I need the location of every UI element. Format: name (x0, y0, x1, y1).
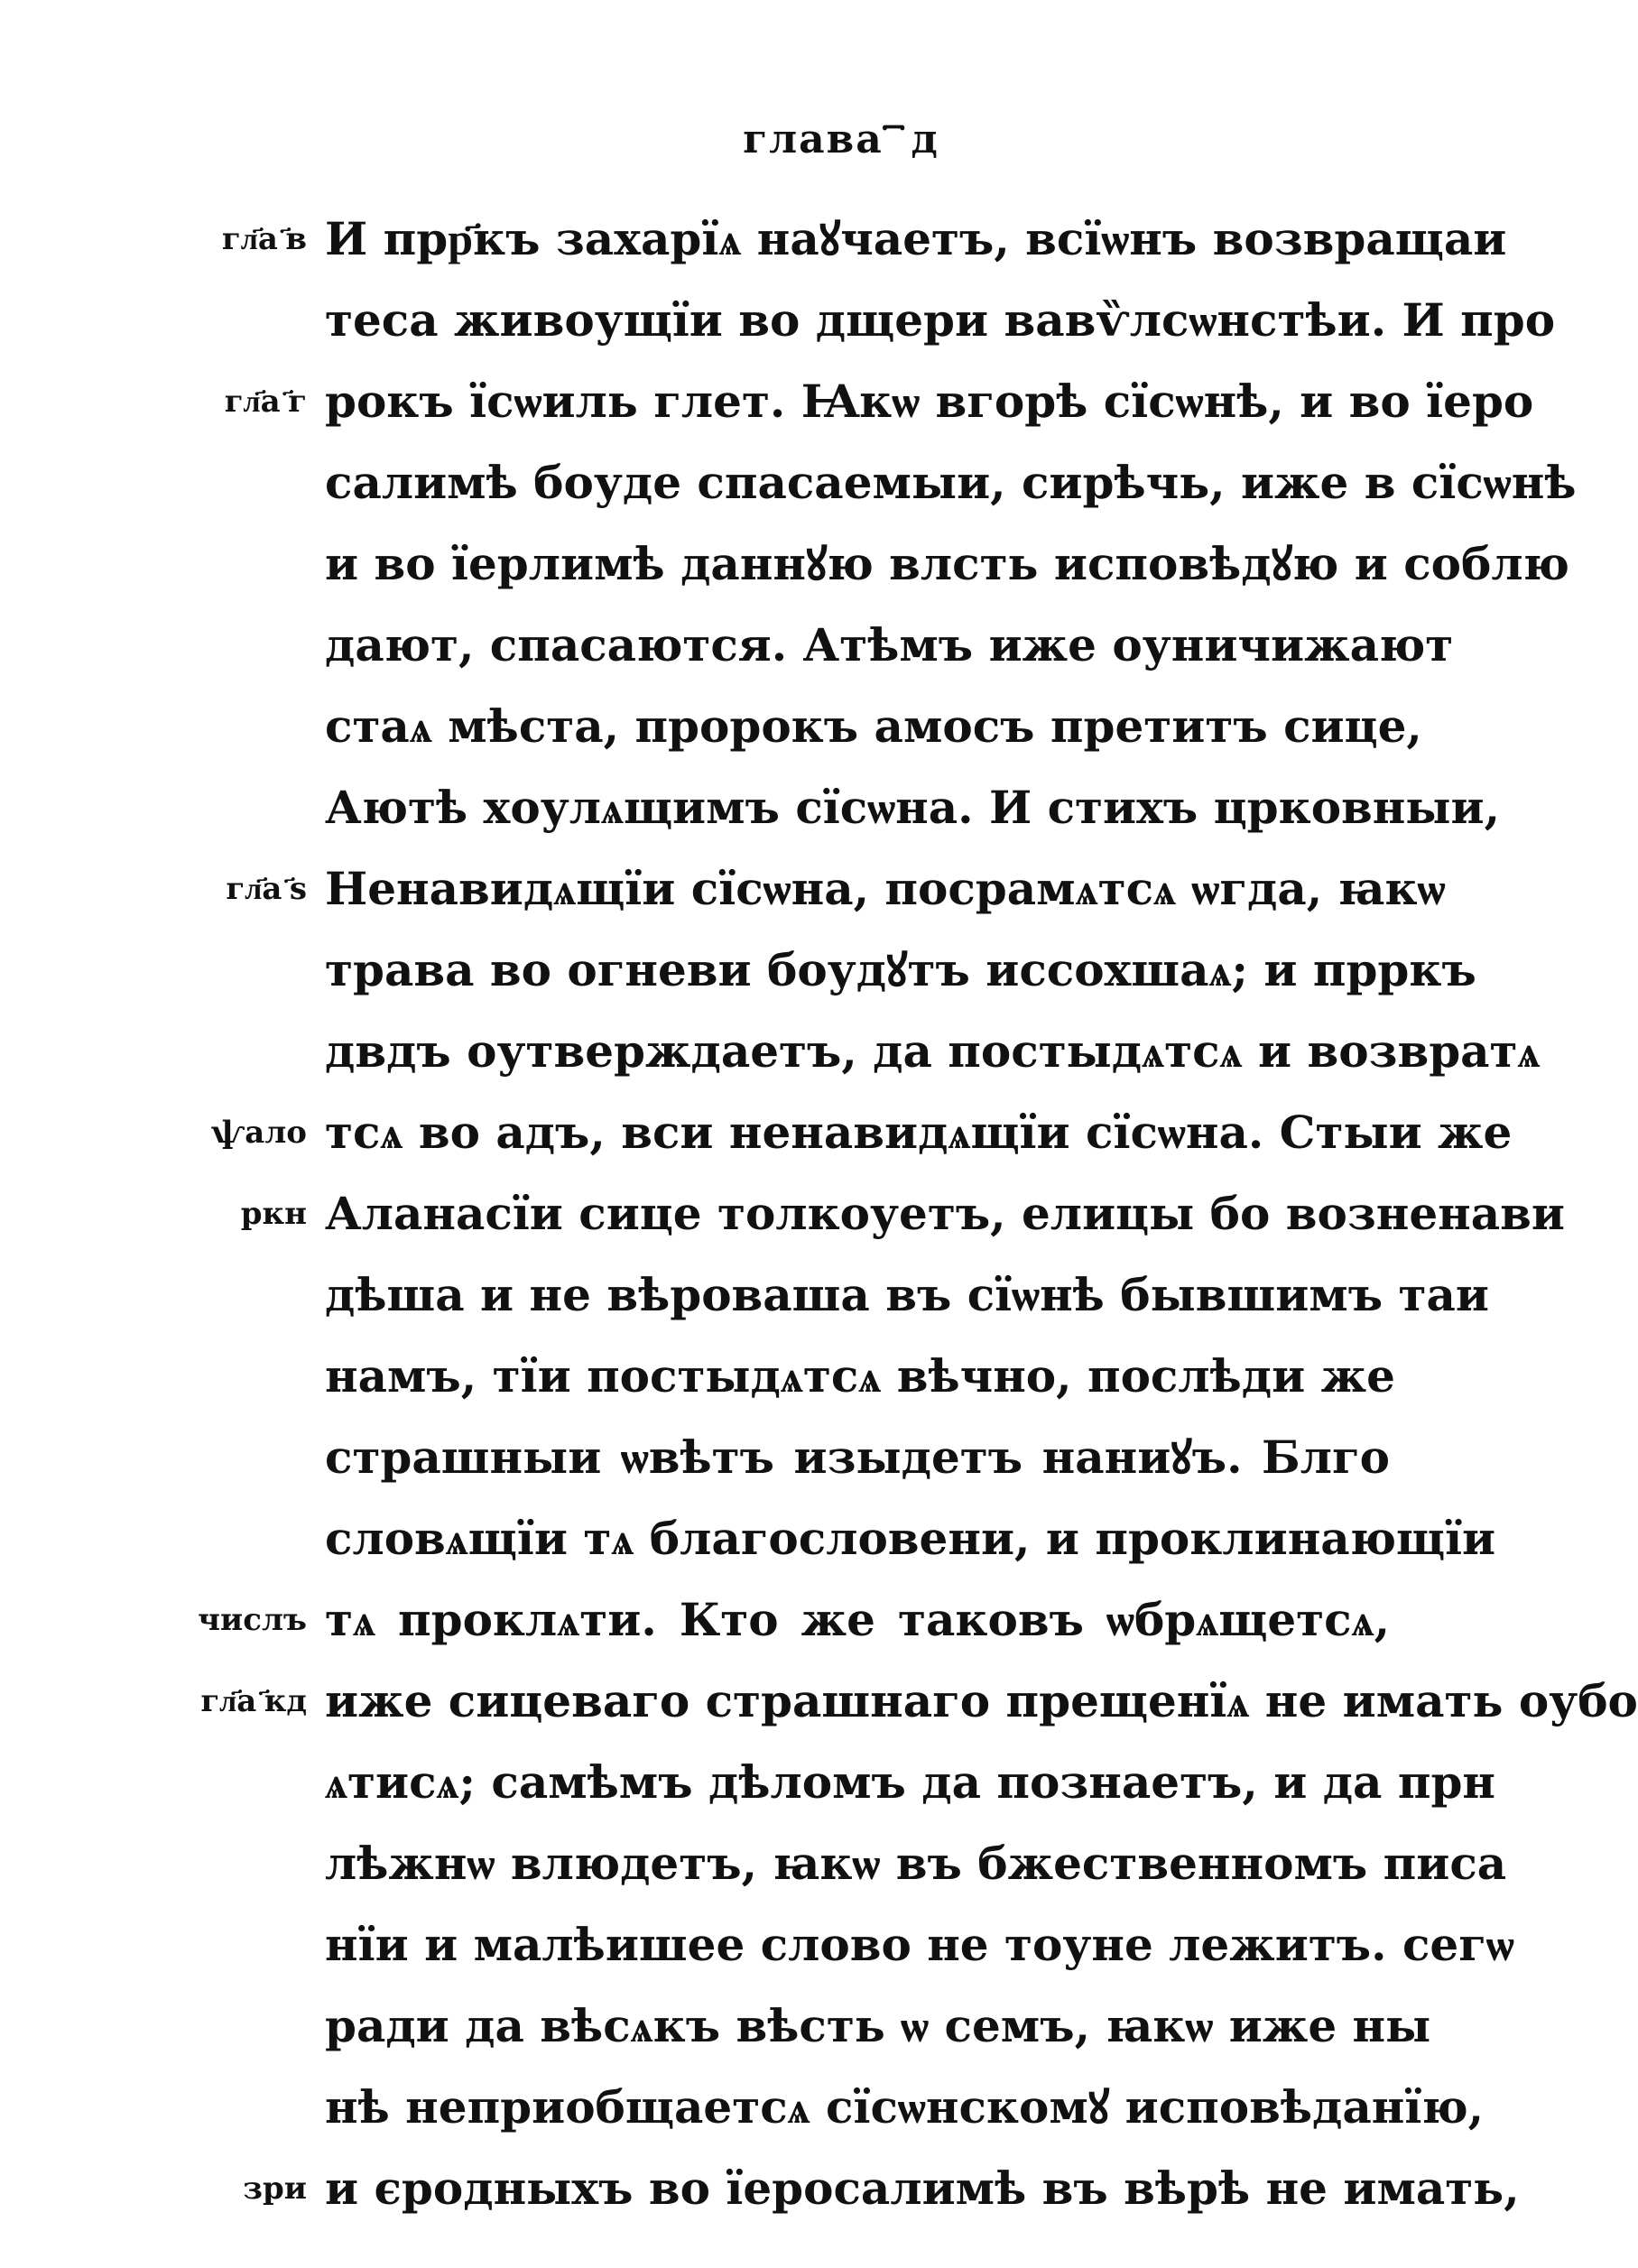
text-line: иже сицеваго страшнаго прещенїѧ не имать оубо (325, 1674, 1638, 1727)
text-line: намъ, тїи постыдѧтсѧ вѣчно, послѣди же (325, 1349, 1395, 1402)
text-line: теса живоущїи во дщери вавѷлсѡнстѣи. И про (325, 293, 1556, 347)
text-line: Аланасїи сице толкоуетъ, елицы бо возненави (325, 1187, 1565, 1240)
text-line: и єродныхъ во їеросалимѣ въ вѣрѣ не имать, (325, 2162, 1520, 2215)
text-line: дают, спасаются. Атѣмъ иже оуничижают (325, 618, 1454, 671)
text-line: Ненавидѧщїи сїсѡна, посрамѧтсѧ ѡгда, ꙗкѡ (325, 862, 1446, 915)
margin-note-gla-v: гл҃а ҃в (221, 221, 307, 257)
text-line: нїи и малѣишее слово не тоуне лежитъ. сегѡ (325, 1918, 1514, 1971)
margin-note-zri: зри (243, 2171, 307, 2207)
margin-note-psalo: ѱало (210, 1115, 307, 1151)
text-line: ѧтисѧ; самѣмъ дѣломъ да познаетъ, и да прн (325, 1755, 1495, 1809)
text-line: Аютѣ хоулѧщимъ сїсѡна. И стихъ црковныи, (325, 781, 1501, 834)
margin-note-rki: ркн (240, 1196, 307, 1232)
margin-note-chisl: числъ (198, 1602, 307, 1638)
text-line: стаѧ мѣста, пророкъ амосъ претитъ сице, (325, 699, 1422, 753)
margin-note-gla-g: гл҃а ҃г (224, 384, 307, 420)
text-line: салимѣ боуде спасаемыи, сирѣчь, иже в сїсѡнѣ (325, 456, 1577, 509)
text-line: двдъ оутверждаетъ, да постыдѧтсѧ и возвратѧ (325, 1024, 1541, 1078)
margin-note-gla-dzelo: гл҃а ҃ѕ (226, 871, 307, 907)
text-line: ради да вѣсѧкъ вѣсть ѡ семъ, ꙗкѡ иже ны (325, 1999, 1431, 2052)
text-line: тсѧ во адъ, вси ненавидѧщїи сїсѡна. Стыи же (325, 1106, 1513, 1159)
text-line: лѣжнѡ влюдетъ, ꙗкѡ въ бжественномъ писа (325, 1837, 1507, 1890)
main-text (325, 199, 1638, 2229)
text-line: словѧщїи тѧ благословени, и проклинающїи (325, 1512, 1496, 1565)
text-line: трава во огневи боудꙋтъ иссохшаѧ; и прркъ (325, 943, 1476, 996)
text-line: нѣ неприобщаетсѧ сїсѡнскомꙋ исповѣданїю, (325, 2080, 1485, 2134)
text-line: дѣша и не вѣроваша въ сїѡнѣ бывшимъ таи (325, 1268, 1489, 1321)
text-line: рокъ їсѡиль глет. Ꙗкѡ вгорѣ сїсѡнѣ, и во їеро (325, 375, 1534, 428)
running-head: глава ꙯ д (743, 116, 939, 162)
text-line: тѧ проклѧти. Кто же таковъ ѡбрѧщетсѧ, (325, 1593, 1390, 1646)
margin-note-gla-kd: гл҃а ҃кд (200, 1683, 307, 1719)
text-line: и во їерлимѣ даннꙋю влсть исповѣдꙋю и соблю (325, 537, 1569, 590)
text-line: И прр҃къ захарїѧ наꙋчаетъ, всїѡнъ возвращаи (325, 212, 1507, 265)
margin-notes (144, 0, 307, 2268)
text-line: страшныи ѡвѣтъ изыдетъ наниꙋъ. Блго (325, 1430, 1390, 1484)
